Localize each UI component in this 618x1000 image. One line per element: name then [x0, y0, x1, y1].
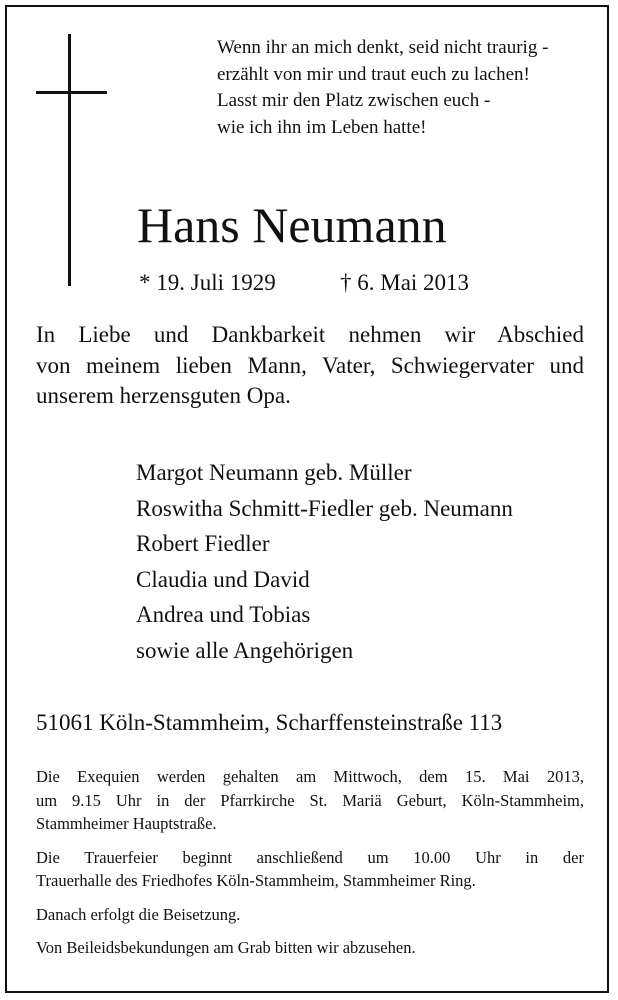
poem-line: erzählt von mir und traut euch zu lachen!: [217, 63, 530, 85]
notice-line: Die Exequien werden gehalten am Mittwoch, dem 15. Mai 2013,: [36, 767, 584, 786]
poem-line: Lasst mir den Platz zwischen euch -: [217, 90, 491, 111]
mourner-name: Margot Neumann geb. Müller: [136, 460, 412, 485]
beisetzung-notice: [36, 903, 584, 927]
service-notices: [36, 765, 584, 970]
memorial-poem: [217, 35, 587, 141]
notice-line: Die Trauerfeier beginnt anschließend um 10.00 Uhr in der: [36, 847, 584, 867]
exequien-notice: [36, 765, 584, 836]
trauerfeier-notice: [36, 846, 584, 893]
mourner-name: sowie alle Angehörigen: [136, 637, 354, 663]
death-date: † 6. Mai 2013: [340, 270, 470, 295]
poem-line: wie ich ihn im Leben hatte!: [217, 116, 427, 138]
mourner-name: Andrea und Tobias: [136, 602, 311, 627]
birth-date: * 19. Juli 1929: [139, 270, 276, 295]
beileid-notice: [36, 936, 584, 960]
mourner-name: Roswitha Schmitt-Fiedler geb. Neumann: [136, 495, 513, 521]
notice-line: Stammheimer Hauptstraße.: [36, 814, 217, 833]
mourner-name: Robert Fiedler: [136, 531, 270, 556]
farewell-line: unserem herzensguten Opa.: [36, 383, 291, 408]
farewell-text: [36, 320, 584, 412]
notice-line: um 9.15 Uhr in der Pfarrkirche St. Mariä Geburt, Köln-Stammheim,: [36, 790, 584, 810]
cross-icon-crossbar: [36, 91, 107, 94]
notice-line: Von Beileidsbekundungen am Grab bitten wir abzusehen.: [36, 938, 416, 957]
mourner-name: Claudia und David: [136, 566, 310, 592]
farewell-line: In Liebe und Dankbarkeit nehmen wir Abschied: [36, 322, 584, 347]
notice-line: Trauerhalle des Friedhofes Köln-Stammheim, Stammheimer Ring.: [36, 871, 476, 890]
notice-line: Danach erfolgt die Beisetzung.: [36, 904, 241, 924]
deceased-name: Hans Neumann: [137, 197, 447, 253]
poem-line: Wenn ihr an mich denkt, seid nicht traurig -: [217, 37, 549, 58]
mourners-list: [136, 455, 513, 668]
cross-icon: [68, 34, 71, 286]
farewell-line: von meinem lieben Mann, Vater, Schwiegervater und: [36, 352, 584, 378]
family-address: 51061 Köln-Stammheim, Scharffensteinstraße 113: [36, 710, 503, 735]
